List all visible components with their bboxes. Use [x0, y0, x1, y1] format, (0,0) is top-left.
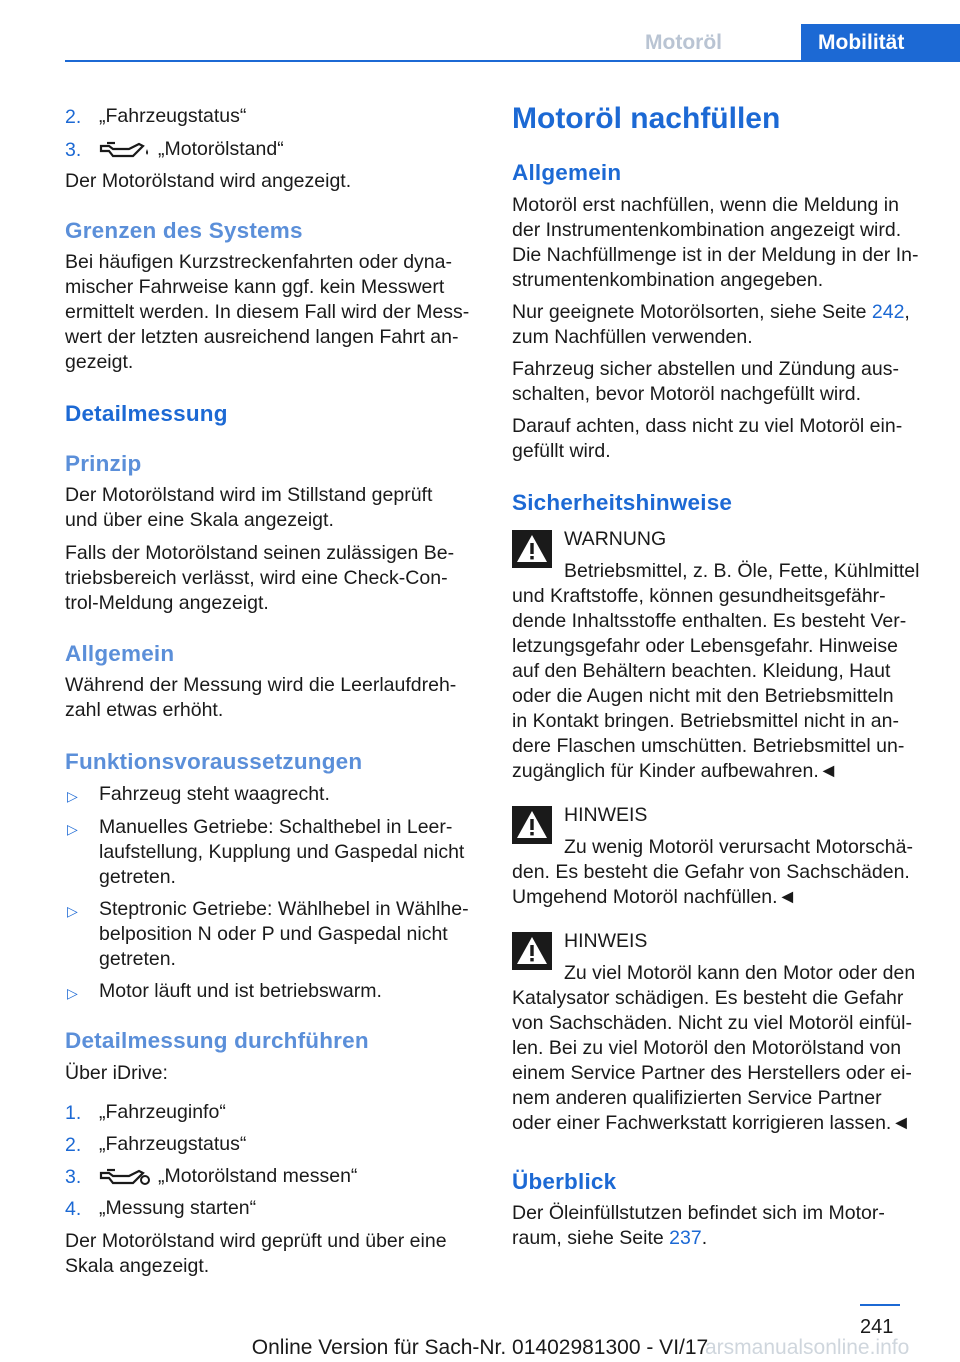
- bullet-text: Steptronic Getriebe: Wählhebel in Wählhe-: [99, 898, 469, 920]
- paragraph-line: Skala angezeigt.: [65, 1255, 210, 1277]
- oil-gauge-icon: [99, 1165, 151, 1187]
- paragraph-line: Falls der Motorölstand seinen zulässigen Be-: [65, 542, 455, 564]
- bullet-text: Motor läuft und ist betriebswarm.: [99, 980, 382, 1002]
- bullet-text: Manuelles Getriebe: Schalthebel in Leer-: [99, 816, 453, 838]
- heading-ueberblick: Überblick: [512, 1169, 617, 1194]
- warning-line: in Kontakt bringen. Betriebsmittel nicht in an-: [512, 710, 899, 732]
- heading-sicherheitshinweise: Sicherheitshinweise: [512, 490, 733, 515]
- warning-label: HINWEIS: [564, 804, 648, 826]
- page-link-237[interactable]: 237: [669, 1227, 702, 1249]
- page-header: [65, 24, 960, 62]
- list-item: „Fahrzeuginfo“: [99, 1101, 226, 1123]
- warning-line: auf den Behältern beachten. Kleidung, Haut: [512, 660, 891, 682]
- heading-allgemein-right: Allgemein: [512, 160, 622, 185]
- text-run: raum, siehe Seite: [512, 1227, 670, 1249]
- bullet-triangle-icon: ▷: [67, 903, 78, 919]
- paragraph-line: Bei häufigen Kurzstreckenfahrten oder dyna-: [65, 251, 452, 273]
- paragraph-line: wert der letzten ausreichend langen Fahrt an-: [65, 326, 459, 348]
- page-number: 241: [860, 1316, 894, 1338]
- paragraph-line: gefüllt wird.: [512, 440, 611, 462]
- bullet-triangle-icon: ▷: [67, 821, 78, 837]
- paragraph-line: zum Nachfüllen verwenden.: [512, 326, 753, 348]
- paragraph-line: zahl etwas erhöht.: [65, 699, 224, 721]
- warning-triangle-icon: [512, 806, 552, 844]
- paragraph-line: Motoröl erst nachfüllen, wenn die Meldung in: [512, 194, 899, 216]
- paragraph: Über iDrive:: [65, 1062, 168, 1084]
- list-item: „Motorölstand“: [158, 138, 284, 160]
- tab-motoroel[interactable]: Motoröl: [645, 31, 722, 54]
- warning-line: Betriebsmittel, z. B. Öle, Fette, Kühlmittel: [564, 560, 920, 582]
- warning-line: oder die Augen nicht mit den Betriebsmitteln: [512, 685, 894, 707]
- footer-text: Online Version für Sach-Nr. 01402981300 - VI/17: [251, 1336, 709, 1359]
- warning-line: den. Es besteht die Gefahr von Sachschäden.: [512, 861, 910, 883]
- bullet-triangle-icon: ▷: [67, 985, 78, 1001]
- paragraph-line: [512, 300, 910, 325]
- heading-prinzip: Prinzip: [65, 451, 142, 476]
- warning-line: einem Service Partner des Herstellers oder ei-: [512, 1062, 912, 1084]
- paragraph-line: schalten, bevor Motoröl nachgefüllt wird.: [512, 383, 862, 405]
- paragraph-line: Fahrzeug sicher abstellen und Zündung aus-: [512, 358, 899, 380]
- paragraph: Der Motorölstand wird angezeigt.: [65, 170, 352, 192]
- bullet-text: getreten.: [99, 866, 176, 888]
- text-run: ,: [904, 301, 910, 323]
- warning-label: WARNUNG: [564, 528, 667, 550]
- tab-mobilitaet[interactable]: Mobilität: [801, 24, 960, 62]
- warning-line: oder einer Fachwerkstatt korrigieren lassen.◄: [512, 1112, 911, 1134]
- list-number: 2.: [65, 106, 82, 128]
- paragraph-line: triebsbereich verlässt, wird eine Check-Con-: [65, 567, 448, 589]
- paragraph-line: strumentenkombination angegeben.: [512, 269, 824, 291]
- warning-line: zugänglich für Kinder aufbewahren.◄: [512, 760, 839, 782]
- paragraph-line: trol-Meldung angezeigt.: [65, 592, 269, 614]
- warning-line: len. Bei zu viel Motoröl den Motorölstand von: [512, 1037, 902, 1059]
- paragraph-line: gezeigt.: [65, 351, 134, 373]
- warning-line: nem anderen qualifizierten Service Partner: [512, 1087, 882, 1109]
- list-item: „Fahrzeugstatus“: [99, 1133, 247, 1155]
- warning-line: dende Inhaltsstoffe enthalten. Es besteht Ver-: [512, 610, 907, 632]
- list-number: 3.: [65, 1166, 82, 1188]
- paragraph-line: Während der Messung wird die Leerlaufdreh-: [65, 674, 457, 696]
- list-item: „Fahrzeugstatus“: [99, 105, 247, 127]
- bullet-text: Fahrzeug steht waagrecht.: [99, 783, 330, 805]
- bullet-text: laufstellung, Kupplung und Gaspedal nicht: [99, 841, 465, 863]
- paragraph-line: Der Motorölstand wird im Stillstand geprüft: [65, 484, 433, 506]
- text-run: .: [701, 1227, 708, 1249]
- page-number-rule: [860, 1304, 900, 1306]
- watermark: arsmanualsonline.info: [705, 1336, 910, 1359]
- warning-line: dere Flaschen umschütten. Betriebsmittel un-: [512, 735, 905, 757]
- list-number: 4.: [65, 1198, 82, 1220]
- warning-triangle-icon: [512, 530, 552, 568]
- paragraph-line: ermittelt werden. In diesem Fall wird der Mess-: [65, 301, 470, 323]
- warning-line: von Sachschäden. Nicht zu viel Motoröl einfül-: [512, 1012, 912, 1034]
- warning-line: Zu wenig Motoröl verursacht Motorschä-: [564, 836, 913, 858]
- heading-durchfuehren: Detailmessung durchführen: [65, 1028, 369, 1053]
- paragraph-line: Der Öleinfüllstutzen befindet sich im Motor-: [512, 1202, 885, 1224]
- warning-line: Katalysator schädigen. Es besteht die Gefahr: [512, 987, 904, 1009]
- list-number: 3.: [65, 139, 82, 161]
- warning-triangle-icon: [512, 932, 552, 970]
- list-number: 2.: [65, 1134, 82, 1156]
- heading-funktionsvoraussetzungen: Funktionsvoraussetzungen: [65, 749, 363, 774]
- warning-line: Umgehend Motoröl nachfüllen.◄: [512, 886, 797, 908]
- paragraph-line: Die Nachfüllmenge ist in der Meldung in der In-: [512, 244, 919, 266]
- bullet-text: getreten.: [99, 948, 176, 970]
- page-link-242[interactable]: 242: [871, 301, 905, 323]
- list-number: 1.: [65, 1102, 82, 1124]
- paragraph-line: Der Motorölstand wird geprüft und über eine: [65, 1230, 447, 1252]
- warning-line: letzungsgefahr oder Lebensgefahr. Hinweise: [512, 635, 898, 657]
- page-title: Motoröl nachfüllen: [512, 102, 781, 135]
- warning-line: und Kraftstoffe, können gesundheitsgefähr-: [512, 585, 886, 607]
- paragraph-line: Darauf achten, dass nicht zu viel Motoröl ein-: [512, 415, 903, 437]
- paragraph-line: mischer Fahrweise kann ggf. kein Messwert: [65, 276, 445, 298]
- list-item: „Motorölstand messen“: [158, 1165, 358, 1187]
- warning-line: Zu viel Motoröl kann den Motor oder den: [564, 962, 916, 984]
- bullet-triangle-icon: ▷: [67, 788, 78, 804]
- heading-grenzen: Grenzen des Systems: [65, 218, 303, 243]
- bullet-text: belposition N oder P und Gaspedal nicht: [99, 923, 448, 945]
- heading-allgemein: Allgemein: [65, 641, 175, 666]
- heading-detailmessung: Detailmessung: [65, 401, 228, 426]
- paragraph-line: und über eine Skala angezeigt.: [65, 509, 334, 531]
- list-item: „Messung starten“: [99, 1197, 257, 1219]
- text-run: Nur geeignete Motorölsorten, siehe Seite: [512, 301, 872, 323]
- oil-can-icon: [99, 138, 151, 160]
- paragraph-line: [512, 1226, 707, 1251]
- paragraph-line: der Instrumentenkombination angezeigt wird.: [512, 219, 902, 241]
- warning-label: HINWEIS: [564, 930, 648, 952]
